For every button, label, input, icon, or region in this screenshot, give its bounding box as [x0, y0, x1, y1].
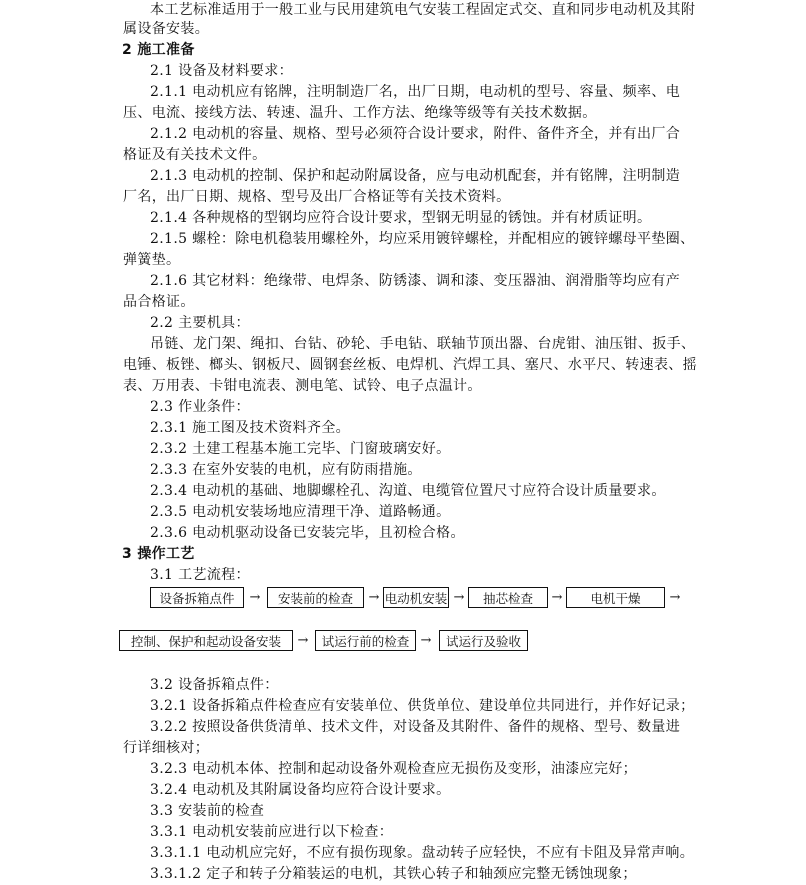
section-heading-2: 2 施工准备: [122, 42, 195, 58]
flow-step-box: 电动机安装: [383, 587, 449, 608]
paragraph-line: 3.3.1.2 定子和转子分箱装运的电机，其铁心转子和轴颈应完整无锈蚀现象；: [150, 866, 637, 882]
paragraph-line: 3.2.2 按照设备供货清单、技术文件，对设备及其附件、备件的规格、型号、数量进: [150, 719, 681, 735]
section-heading-3: 3 操作工艺: [122, 546, 195, 562]
paragraph-line: 2.3.5 电动机安装场地应清理干净、道路畅通。: [150, 504, 451, 520]
flow-step-box: 电机干燥: [566, 587, 665, 608]
subsection-2-1: 2.1 设备及材料要求：: [150, 63, 293, 79]
paragraph-line: 2.3.4 电动机的基础、地脚螺栓孔、沟道、电缆管位置尺寸应符合设计质量要求。: [150, 483, 666, 499]
flow-arrow: →: [297, 633, 309, 648]
paragraph-line: 2.3.1 施工图及技术资料齐全。: [150, 420, 351, 436]
paragraph-line: 2.3.3 在室外安装的电机，应有防雨措施。: [150, 462, 422, 478]
subsection-3-1: 3.1 工艺流程：: [150, 567, 250, 583]
flow-arrow: →: [551, 590, 563, 605]
paragraph-line: 格证及有关技术文件。: [123, 147, 267, 163]
paragraph-line: 弹簧垫。: [123, 252, 181, 268]
flow-step-box: 设备拆箱点件: [150, 587, 244, 608]
paragraph-line: 3.2.1 设备拆箱点件检查应有安装单位、供货单位、建设单位共同进行，并作好记录；: [150, 698, 695, 714]
subsection-2-2: 2.2 主要机具：: [150, 315, 250, 331]
flow-arrow: →: [249, 590, 261, 605]
paragraph-line: 3.3.1.1 电动机应完好，不应有损伤现象。盘动转子应轻快，不应有卡阻及异常声响。: [150, 845, 695, 861]
flow-arrow: →: [453, 590, 465, 605]
paragraph-line: 2.1.5 螺栓：除电机稳装用螺栓外，均应采用镀锌螺栓，并配相应的镀锌螺母平垫圈、: [150, 231, 695, 247]
paragraph-line: 3.3.1 电动机安装前应进行以下检查：: [150, 824, 394, 840]
paragraph-line: 2.1.3 电动机的控制、保护和起动附属设备，应与电动机配套，并有铭牌，注明制造: [150, 168, 681, 184]
flow-step-box: 控制、保护和起动设备安装: [119, 630, 293, 651]
paragraph-line: 电锤、板锉、榔头、钢板尺、圆钢套丝板、电焊机、汽焊工具、塞尺、水平尺、转速表、摇: [123, 357, 697, 373]
paragraph-line: 行详细核对；: [123, 740, 210, 756]
flow-step-box: 试运行及验收: [439, 630, 528, 651]
paragraph-line: 压、电流、接线方法、转速、温升、工作方法、绝缘等级等有关技术数据。: [123, 105, 597, 121]
paragraph-line: 2.1.2 电动机的容量、规格、型号必须符合设计要求，附件、备件齐全，并有出厂合: [150, 126, 681, 142]
paragraph-line: 品合格证。: [123, 294, 195, 310]
flow-step-box: 抽芯检查: [468, 587, 548, 608]
subsection-3-3: 3.3 安装前的检查: [150, 803, 265, 819]
paragraph-line: 2.1.1 电动机应有铭牌，注明制造厂名，出厂日期，电动机的型号、容量、频率、电: [150, 84, 681, 100]
intro-line-2: 属设备安装。: [123, 21, 210, 37]
paragraph-line: 2.3.6 电动机驱动设备已安装完毕，且初检合格。: [150, 525, 465, 541]
flow-step-box: 试运行前的检查: [315, 630, 416, 651]
paragraph-line: 厂名，出厂日期、规格、型号及出厂合格证等有关技术资料。: [123, 189, 511, 205]
paragraph-line: 3.2.4 电动机及其附属设备均应符合设计要求。: [150, 782, 451, 798]
paragraph-line: 2.3.2 土建工程基本施工完毕、门窗玻璃安好。: [150, 441, 451, 457]
subsection-2-3: 2.3 作业条件：: [150, 399, 250, 415]
flow-step-box: 安装前的检查: [267, 587, 364, 608]
subsection-3-2: 3.2 设备拆箱点件：: [150, 677, 279, 693]
paragraph-line: 2.1.4 各种规格的型钢均应符合设计要求，型钢无明显的锈蚀。并有材质证明。: [150, 210, 652, 226]
flow-arrow: →: [420, 633, 432, 648]
flow-arrow: →: [669, 590, 681, 605]
paragraph-line: 吊链、龙门架、绳扣、台钻、砂轮、手电钻、联轴节顶出器、台虎钳、油压钳、扳手、: [150, 336, 696, 352]
paragraph-line: 表、万用表、卡钳电流表、测电笔、试铃、电子点温计。: [123, 378, 482, 394]
intro-line-1: 本工艺标准适用于一般工业与民用建筑电气安装工程固定式交、直和同步电动机及其附: [150, 2, 696, 18]
paragraph-line: 3.2.3 电动机本体、控制和起动设备外观检查应无损伤及变形，油漆应完好；: [150, 761, 638, 777]
paragraph-line: 2.1.6 其它材料：绝缘带、电焊条、防锈漆、调和漆、变压器油、润滑脂等均应有产: [150, 273, 681, 289]
flow-arrow: →: [368, 590, 380, 605]
